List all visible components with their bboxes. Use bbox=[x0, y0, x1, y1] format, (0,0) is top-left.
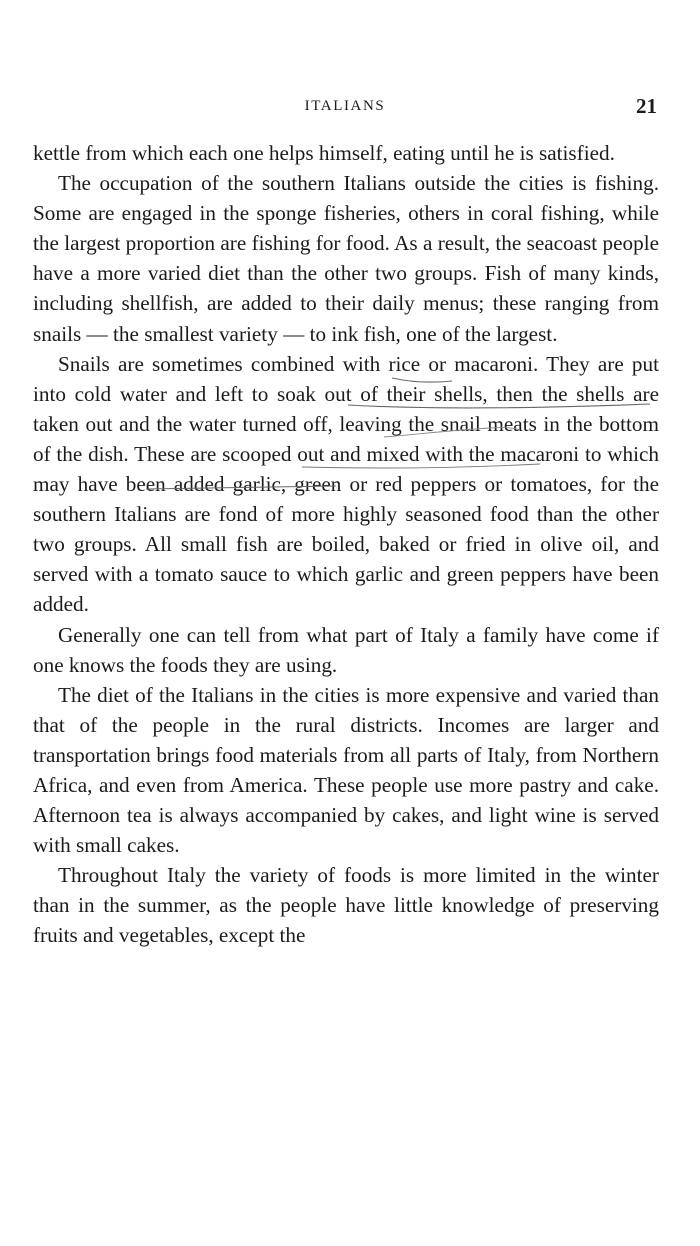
running-head bbox=[33, 96, 657, 120]
paragraph-winter: Throughout Italy the variety of foods is more limited in the winter than in the summer, as the people have little knowledge of preserving fruits and vegetables, except the bbox=[33, 863, 659, 948]
paragraph-continued: kettle from which each one helps himself, eating until he is satisfied. bbox=[33, 141, 615, 165]
page-number: 21 bbox=[636, 94, 657, 118]
running-title: ITALIANS bbox=[304, 98, 386, 114]
paragraph-regions: Generally one can tell from what part of Italy a family have come if one knows the foods they are using. bbox=[33, 622, 659, 677]
paragraph-cities: The diet of the Italians in the cities is more expensive and varied than that of the people in the rural districts. Incomes are larger and transportation brings food materials from all parts of Italy, from Northern Africa, and even from America. These people use more pastry and cake. Afternoon tea is always accompanied by cakes, and light wine is served with small cakes. bbox=[33, 682, 659, 858]
paragraph-snails: Snails are sometimes combined with rice or macaroni. They are put into cold water and left to soak out of their shells, then the shells are taken out and the water turned off, leaving the snail meats in the bottom of the dish. These are scooped out and mixed with the macaroni to which may have been added garlic, green or red peppers or tomatoes, for the southern Italians are fond of more highly seasoned food than the other two groups. All small fish are boiled, baked or fried in olive oil, and served with a tomato sauce to which garlic and green peppers have been added. bbox=[33, 351, 659, 617]
body-text bbox=[33, 138, 659, 951]
paragraph-fishing: The occupation of the southern Italians outside the cities is fishing. Some are engaged in the sponge fisheries, others in coral fishing, while the largest proportion are fishing for food. As a result, the seacoast people have a more varied diet than the other two groups. Fish of many kinds, including shellfish, are added to their daily menus; these ranging from snails — the smallest variety — to ink fish, one of the largest. bbox=[33, 171, 659, 346]
